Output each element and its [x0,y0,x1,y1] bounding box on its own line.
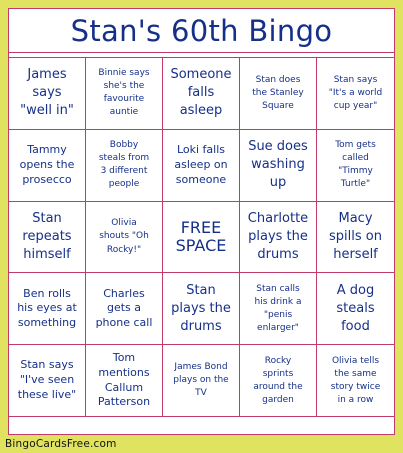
bingo-cell[interactable]: Macy spills on herself [317,202,394,274]
bingo-card [8,8,395,435]
bingo-cell[interactable]: Sue does washing up [240,130,317,202]
free-space-cell[interactable]: FREE SPACE [163,202,240,274]
bingo-cell[interactable]: Stan says "I've seen these live" [9,345,86,417]
bingo-cell[interactable]: Bobby steals from 3 different people [86,130,163,202]
bingo-cell[interactable]: A dog steals food [317,273,394,345]
bingo-cell[interactable]: Stan does the Stanley Square [240,58,317,130]
bingo-cell[interactable]: James says "well in" [9,58,86,130]
bingo-cell[interactable]: Stan plays the drums [163,273,240,345]
bingo-cell[interactable]: Olivia shouts "Oh Rocky!" [86,202,163,274]
card-title: Stan's 60th Bingo [9,9,394,53]
site-credit: BingoCardsFree.com [5,438,117,450]
bingo-cell[interactable]: Rocky sprints around the garden [240,345,317,417]
bingo-cell[interactable]: Olivia tells the same story twice in a row [317,345,394,417]
bingo-cell[interactable]: Tammy opens the prosecco [9,130,86,202]
bingo-cell[interactable]: Someone falls asleep [163,58,240,130]
bingo-cell[interactable]: Stan repeats himself [9,202,86,274]
bingo-cell[interactable]: Loki falls asleep on someone [163,130,240,202]
bingo-cell[interactable]: Stan says "It's a world cup year" [317,58,394,130]
bingo-cell[interactable]: Tom gets called "Timmy Turtle" [317,130,394,202]
bingo-cell[interactable]: Tom mentions Callum Patterson [86,345,163,417]
bingo-cell[interactable]: Charlotte plays the drums [240,202,317,274]
bingo-cell[interactable]: Binnie says she's the favourite auntie [86,58,163,130]
bingo-grid [9,57,394,417]
bingo-cell[interactable]: James Bond plays on the TV [163,345,240,417]
bingo-cell[interactable]: Stan calls his drink a "penis enlarger" [240,273,317,345]
bingo-cell[interactable]: Ben rolls his eyes at something [9,273,86,345]
bingo-cell[interactable]: Charles gets a phone call [86,273,163,345]
